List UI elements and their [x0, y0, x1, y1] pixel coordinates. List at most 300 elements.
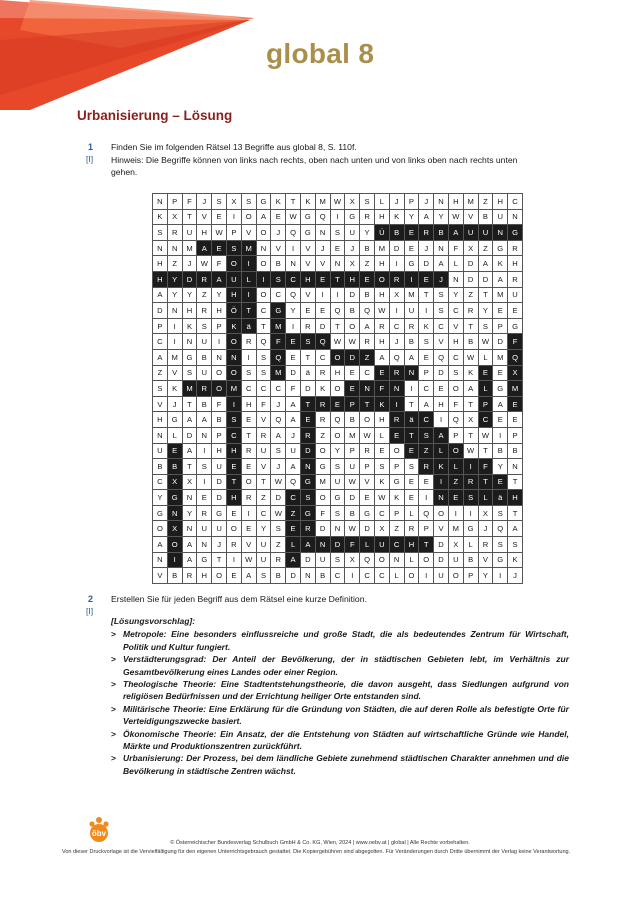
grid-cell: H: [226, 287, 241, 303]
grid-cell: V: [167, 365, 182, 381]
grid-cell: Y: [478, 568, 493, 584]
grid-cell: I: [493, 427, 508, 443]
task-1-instructions: [111, 141, 541, 179]
grid-cell: U: [256, 552, 271, 568]
grid-cell: E: [330, 396, 345, 412]
grid-cell: S: [374, 459, 389, 475]
grid-cell: E: [493, 365, 508, 381]
grid-cell: I: [256, 271, 271, 287]
grid-cell: V: [256, 459, 271, 475]
grid-cell: U: [508, 287, 523, 303]
grid-cell: Y: [256, 521, 271, 537]
grid-cell: Z: [360, 256, 375, 272]
grid-cell: R: [404, 318, 419, 334]
grid-cell: C: [315, 349, 330, 365]
solution-item: [111, 678, 569, 703]
grid-cell: U: [286, 443, 301, 459]
grid-row: [153, 303, 523, 319]
grid-cell: P: [508, 427, 523, 443]
grid-cell: A: [434, 427, 449, 443]
grid-cell: R: [463, 474, 478, 490]
grid-cell: A: [419, 209, 434, 225]
grid-cell: Q: [389, 349, 404, 365]
grid-cell: X: [463, 240, 478, 256]
grid-cell: R: [271, 552, 286, 568]
grid-cell: E: [286, 334, 301, 350]
grid-cell: V: [448, 318, 463, 334]
grid-cell: L: [374, 194, 389, 210]
grid-cell: C: [271, 381, 286, 397]
grid-row: [153, 271, 523, 287]
grid-cell: E: [241, 459, 256, 475]
grid-cell: I: [330, 209, 345, 225]
grid-cell: H: [212, 443, 227, 459]
grid-cell: E: [404, 443, 419, 459]
grid-cell: Y: [404, 209, 419, 225]
grid-cell: F: [286, 381, 301, 397]
grid-cell: A: [286, 396, 301, 412]
grid-cell: T: [241, 427, 256, 443]
grid-cell: A: [212, 271, 227, 287]
grid-cell: I: [404, 381, 419, 397]
grid-cell: M: [493, 287, 508, 303]
grid-cell: H: [374, 412, 389, 428]
grid-cell: B: [345, 303, 360, 319]
grid-cell: E: [404, 240, 419, 256]
grid-cell: X: [389, 287, 404, 303]
grid-cell: H: [508, 490, 523, 506]
grid-cell: D: [212, 474, 227, 490]
grid-cell: R: [182, 568, 197, 584]
grid-cell: N: [226, 349, 241, 365]
grid-cell: ä: [241, 318, 256, 334]
grid-cell: X: [508, 365, 523, 381]
grid-cell: T: [419, 537, 434, 553]
grid-cell: F: [508, 334, 523, 350]
grid-cell: X: [463, 412, 478, 428]
grid-cell: T: [463, 318, 478, 334]
solution-item-text: Theologische Theorie: Eine Stadtentstehungstheorie, die davon ausgeht, dass Siedlungen aufgrund von religiösen Bedürfnissen und der Errichtung heiliger Orte entstanden sind.: [123, 679, 569, 702]
grid-cell: K: [374, 474, 389, 490]
grid-row: [153, 225, 523, 241]
grid-cell: S: [182, 365, 197, 381]
task-1-line-2: Hinweis: Die Begriffe können von links nach rechts, oben nach unten und von links oben nach rechts unten gehen.: [111, 154, 518, 177]
grid-cell: S: [434, 287, 449, 303]
grid-cell: F: [448, 396, 463, 412]
grid-cell: K: [419, 318, 434, 334]
grid-cell: B: [389, 225, 404, 241]
grid-cell: G: [197, 552, 212, 568]
grid-cell: S: [419, 427, 434, 443]
grid-cell: S: [330, 459, 345, 475]
grid-cell: S: [493, 505, 508, 521]
grid-cell: R: [197, 271, 212, 287]
grid-cell: B: [345, 412, 360, 428]
grid-cell: N: [182, 521, 197, 537]
grid-cell: E: [360, 271, 375, 287]
grid-cell: R: [508, 240, 523, 256]
grid-cell: O: [330, 427, 345, 443]
grid-cell: R: [241, 443, 256, 459]
grid-cell: X: [448, 537, 463, 553]
grid-cell: R: [374, 318, 389, 334]
bullet-marker-icon: >: [111, 679, 116, 690]
grid-cell: M: [493, 349, 508, 365]
grid-cell: L: [448, 256, 463, 272]
grid-cell: L: [404, 505, 419, 521]
grid-cell: A: [197, 412, 212, 428]
grid-cell: A: [463, 381, 478, 397]
grid-cell: I: [419, 490, 434, 506]
grid-cell: R: [300, 318, 315, 334]
grid-cell: I: [241, 256, 256, 272]
grid-cell: N: [508, 209, 523, 225]
grid-cell: O: [315, 490, 330, 506]
grid-cell: E: [241, 521, 256, 537]
grid-cell: E: [197, 490, 212, 506]
grid-cell: G: [300, 225, 315, 241]
grid-cell: J: [182, 256, 197, 272]
grid-cell: D: [419, 256, 434, 272]
grid-cell: U: [226, 271, 241, 287]
grid-cell: E: [315, 271, 330, 287]
grid-cell: S: [197, 318, 212, 334]
grid-cell: P: [226, 225, 241, 241]
grid-cell: H: [330, 365, 345, 381]
grid-cell: T: [478, 474, 493, 490]
grid-row: [153, 490, 523, 506]
task-2-number: 2: [88, 594, 94, 604]
grid-cell: U: [478, 225, 493, 241]
grid-cell: L: [404, 552, 419, 568]
grid-cell: K: [153, 209, 168, 225]
grid-cell: N: [197, 537, 212, 553]
grid-cell: M: [315, 474, 330, 490]
grid-cell: E: [448, 490, 463, 506]
grid-cell: J: [212, 537, 227, 553]
grid-cell: D: [182, 427, 197, 443]
grid-cell: I: [315, 287, 330, 303]
grid-cell: E: [167, 443, 182, 459]
grid-cell: H: [241, 396, 256, 412]
grid-cell: T: [226, 474, 241, 490]
brand-title: global 8: [266, 38, 375, 69]
grid-cell: N: [508, 459, 523, 475]
grid-cell: G: [508, 225, 523, 241]
grid-cell: J: [315, 240, 330, 256]
grid-cell: J: [419, 194, 434, 210]
grid-cell: P: [345, 443, 360, 459]
grid-cell: M: [463, 194, 478, 210]
grid-cell: J: [389, 334, 404, 350]
footer-copyright: © Österreichischer Bundesverlag Schulbuch GmbH & Co. KG, Wien, 2024 | www.oebv.at | global | Alle Rechte vorbehalten.: [170, 840, 470, 846]
grid-cell: V: [360, 474, 375, 490]
grid-cell: C: [256, 381, 271, 397]
grid-row: [153, 412, 523, 428]
grid-cell: L: [463, 537, 478, 553]
grid-cell: O: [404, 568, 419, 584]
grid-cell: S: [256, 568, 271, 584]
grid-cell: O: [419, 552, 434, 568]
grid-cell: V: [241, 225, 256, 241]
grid-cell: D: [434, 537, 449, 553]
grid-cell: I: [197, 443, 212, 459]
grid-cell: V: [241, 537, 256, 553]
grid-cell: M: [508, 381, 523, 397]
grid-cell: A: [286, 412, 301, 428]
grid-cell: B: [463, 552, 478, 568]
grid-cell: O: [256, 287, 271, 303]
grid-row: [153, 537, 523, 553]
grid-cell: Q: [493, 521, 508, 537]
grid-cell: A: [493, 271, 508, 287]
grid-cell: T: [463, 396, 478, 412]
task-1-level: [I]: [86, 154, 94, 164]
grid-cell: I: [226, 209, 241, 225]
grid-cell: O: [153, 521, 168, 537]
grid-cell: E: [241, 412, 256, 428]
grid-cell: T: [256, 474, 271, 490]
grid-cell: G: [271, 303, 286, 319]
grid-cell: Ü: [374, 225, 389, 241]
grid-cell: A: [286, 552, 301, 568]
grid-cell: E: [300, 303, 315, 319]
grid-cell: N: [167, 303, 182, 319]
grid-cell: I: [226, 396, 241, 412]
grid-cell: U: [315, 552, 330, 568]
grid-cell: E: [360, 490, 375, 506]
grid-cell: E: [404, 225, 419, 241]
grid-cell: R: [315, 396, 330, 412]
grid-cell: Q: [330, 412, 345, 428]
grid-cell: T: [182, 459, 197, 475]
grid-cell: W: [448, 209, 463, 225]
grid-cell: N: [360, 381, 375, 397]
grid-cell: O: [226, 334, 241, 350]
grid-cell: X: [374, 521, 389, 537]
grid-cell: T: [463, 427, 478, 443]
grid-cell: H: [153, 256, 168, 272]
grid-cell: D: [434, 365, 449, 381]
solution-item-text: Ökonomische Theorie: Ein Ansatz, der die Entstehung von Städten auf wirtschaftliche Gründe wie Handel, Märkte und Produktionszentren zurückführt.: [123, 728, 569, 752]
grid-cell: Q: [271, 349, 286, 365]
grid-cell: P: [360, 459, 375, 475]
grid-cell: X: [345, 194, 360, 210]
grid-cell: E: [478, 365, 493, 381]
grid-cell: C: [374, 568, 389, 584]
grid-cell: O: [226, 256, 241, 272]
grid-cell: H: [374, 287, 389, 303]
grid-cell: I: [389, 396, 404, 412]
grid-cell: W: [374, 303, 389, 319]
grid-cell: G: [212, 505, 227, 521]
grid-cell: R: [389, 365, 404, 381]
grid-cell: P: [448, 427, 463, 443]
grid-cell: Z: [478, 240, 493, 256]
grid-row: [153, 459, 523, 475]
grid-cell: A: [300, 537, 315, 553]
grid-cell: D: [345, 490, 360, 506]
grid-cell: D: [286, 365, 301, 381]
grid-cell: G: [153, 505, 168, 521]
grid-cell: W: [360, 427, 375, 443]
grid-cell: B: [463, 334, 478, 350]
grid-cell: W: [330, 334, 345, 350]
grid-cell: E: [404, 474, 419, 490]
grid-cell: D: [153, 303, 168, 319]
grid-cell: N: [404, 365, 419, 381]
grid-cell: T: [404, 427, 419, 443]
grid-cell: D: [330, 537, 345, 553]
grid-cell: S: [463, 490, 478, 506]
grid-cell: T: [241, 303, 256, 319]
grid-cell: U: [330, 474, 345, 490]
grid-cell: I: [404, 271, 419, 287]
grid-cell: A: [182, 412, 197, 428]
grid-cell: N: [256, 240, 271, 256]
grid-cell: C: [434, 318, 449, 334]
grid-cell: U: [197, 334, 212, 350]
grid-cell: O: [256, 225, 271, 241]
grid-cell: L: [241, 271, 256, 287]
task-2-level: [I]: [86, 606, 94, 616]
grid-cell: O: [330, 381, 345, 397]
grid-cell: F: [448, 240, 463, 256]
solution-item-text: Urbanisierung: Der Prozess, bei dem ländliche Gebiete zunehmend städtischen Charakter annehmen und die Bevölkerung in städtische Zentren wächst.: [123, 753, 569, 776]
grid-cell: L: [478, 381, 493, 397]
grid-cell: C: [478, 412, 493, 428]
grid-cell: O: [167, 537, 182, 553]
grid-cell: E: [226, 568, 241, 584]
grid-cell: W: [478, 334, 493, 350]
grid-cell: U: [212, 521, 227, 537]
grid-cell: J: [478, 521, 493, 537]
grid-cell: P: [389, 505, 404, 521]
solution-label: [Lösungsvorschlag]:: [111, 616, 196, 626]
grid-cell: C: [448, 349, 463, 365]
grid-cell: H: [197, 568, 212, 584]
grid-cell: I: [167, 334, 182, 350]
grid-cell: H: [374, 209, 389, 225]
grid-cell: I: [167, 318, 182, 334]
word-search-grid: [152, 193, 523, 584]
grid-cell: H: [493, 194, 508, 210]
grid-cell: H: [212, 303, 227, 319]
grid-cell: W: [271, 505, 286, 521]
grid-cell: V: [153, 396, 168, 412]
grid-cell: H: [182, 303, 197, 319]
grid-cell: F: [315, 505, 330, 521]
grid-cell: E: [286, 521, 301, 537]
grid-cell: Q: [434, 349, 449, 365]
grid-cell: S: [256, 349, 271, 365]
grid-cell: L: [286, 537, 301, 553]
grid-cell: W: [241, 552, 256, 568]
grid-cell: T: [330, 271, 345, 287]
grid-cell: R: [463, 303, 478, 319]
grid-cell: W: [478, 427, 493, 443]
grid-row: [153, 194, 523, 210]
grid-cell: Ö: [226, 303, 241, 319]
grid-cell: G: [360, 505, 375, 521]
grid-cell: E: [345, 381, 360, 397]
grid-cell: U: [404, 303, 419, 319]
grid-cell: H: [226, 443, 241, 459]
grid-cell: S: [153, 225, 168, 241]
grid-cell: K: [434, 459, 449, 475]
grid-cell: B: [271, 256, 286, 272]
bullet-marker-icon: >: [111, 703, 116, 714]
solution-item: [111, 752, 569, 777]
grid-cell: C: [241, 381, 256, 397]
grid-cell: S: [226, 412, 241, 428]
grid-cell: W: [463, 443, 478, 459]
grid-cell: U: [493, 209, 508, 225]
grid-cell: H: [434, 396, 449, 412]
grid-cell: D: [271, 490, 286, 506]
grid-cell: L: [478, 349, 493, 365]
grid-cell: H: [153, 271, 168, 287]
grid-cell: W: [345, 474, 360, 490]
grid-cell: O: [374, 271, 389, 287]
grid-cell: S: [434, 303, 449, 319]
grid-cell: W: [345, 521, 360, 537]
grid-cell: R: [241, 490, 256, 506]
grid-cell: Q: [315, 209, 330, 225]
grid-cell: I: [389, 256, 404, 272]
grid-cell: E: [271, 209, 286, 225]
grid-cell: K: [271, 194, 286, 210]
grid-cell: A: [197, 240, 212, 256]
grid-cell: M: [182, 240, 197, 256]
grid-cell: U: [345, 225, 360, 241]
grid-cell: G: [182, 349, 197, 365]
task-1-number: 1: [88, 142, 94, 152]
grid-cell: E: [212, 209, 227, 225]
grid-cell: S: [197, 459, 212, 475]
grid-cell: J: [167, 396, 182, 412]
grid-cell: E: [330, 240, 345, 256]
grid-cell: C: [286, 490, 301, 506]
grid-cell: R: [419, 225, 434, 241]
grid-cell: N: [167, 240, 182, 256]
grid-cell: X: [345, 256, 360, 272]
grid-cell: I: [226, 552, 241, 568]
grid-cell: M: [167, 349, 182, 365]
grid-cell: L: [434, 443, 449, 459]
grid-cell: O: [212, 568, 227, 584]
grid-cell: S: [271, 521, 286, 537]
grid-cell: N: [330, 256, 345, 272]
grid-cell: C: [271, 287, 286, 303]
grid-cell: T: [508, 474, 523, 490]
grid-cell: R: [404, 521, 419, 537]
grid-cell: L: [360, 537, 375, 553]
grid-cell: G: [300, 505, 315, 521]
grid-cell: J: [434, 271, 449, 287]
grid-cell: Q: [256, 334, 271, 350]
grid-cell: A: [508, 521, 523, 537]
grid-cell: I: [167, 552, 182, 568]
grid-cell: Z: [271, 537, 286, 553]
grid-cell: A: [182, 537, 197, 553]
grid-cell: Z: [286, 505, 301, 521]
grid-cell: C: [374, 505, 389, 521]
grid-cell: T: [478, 287, 493, 303]
grid-cell: H: [374, 334, 389, 350]
grid-cell: S: [493, 537, 508, 553]
grid-cell: W: [374, 490, 389, 506]
